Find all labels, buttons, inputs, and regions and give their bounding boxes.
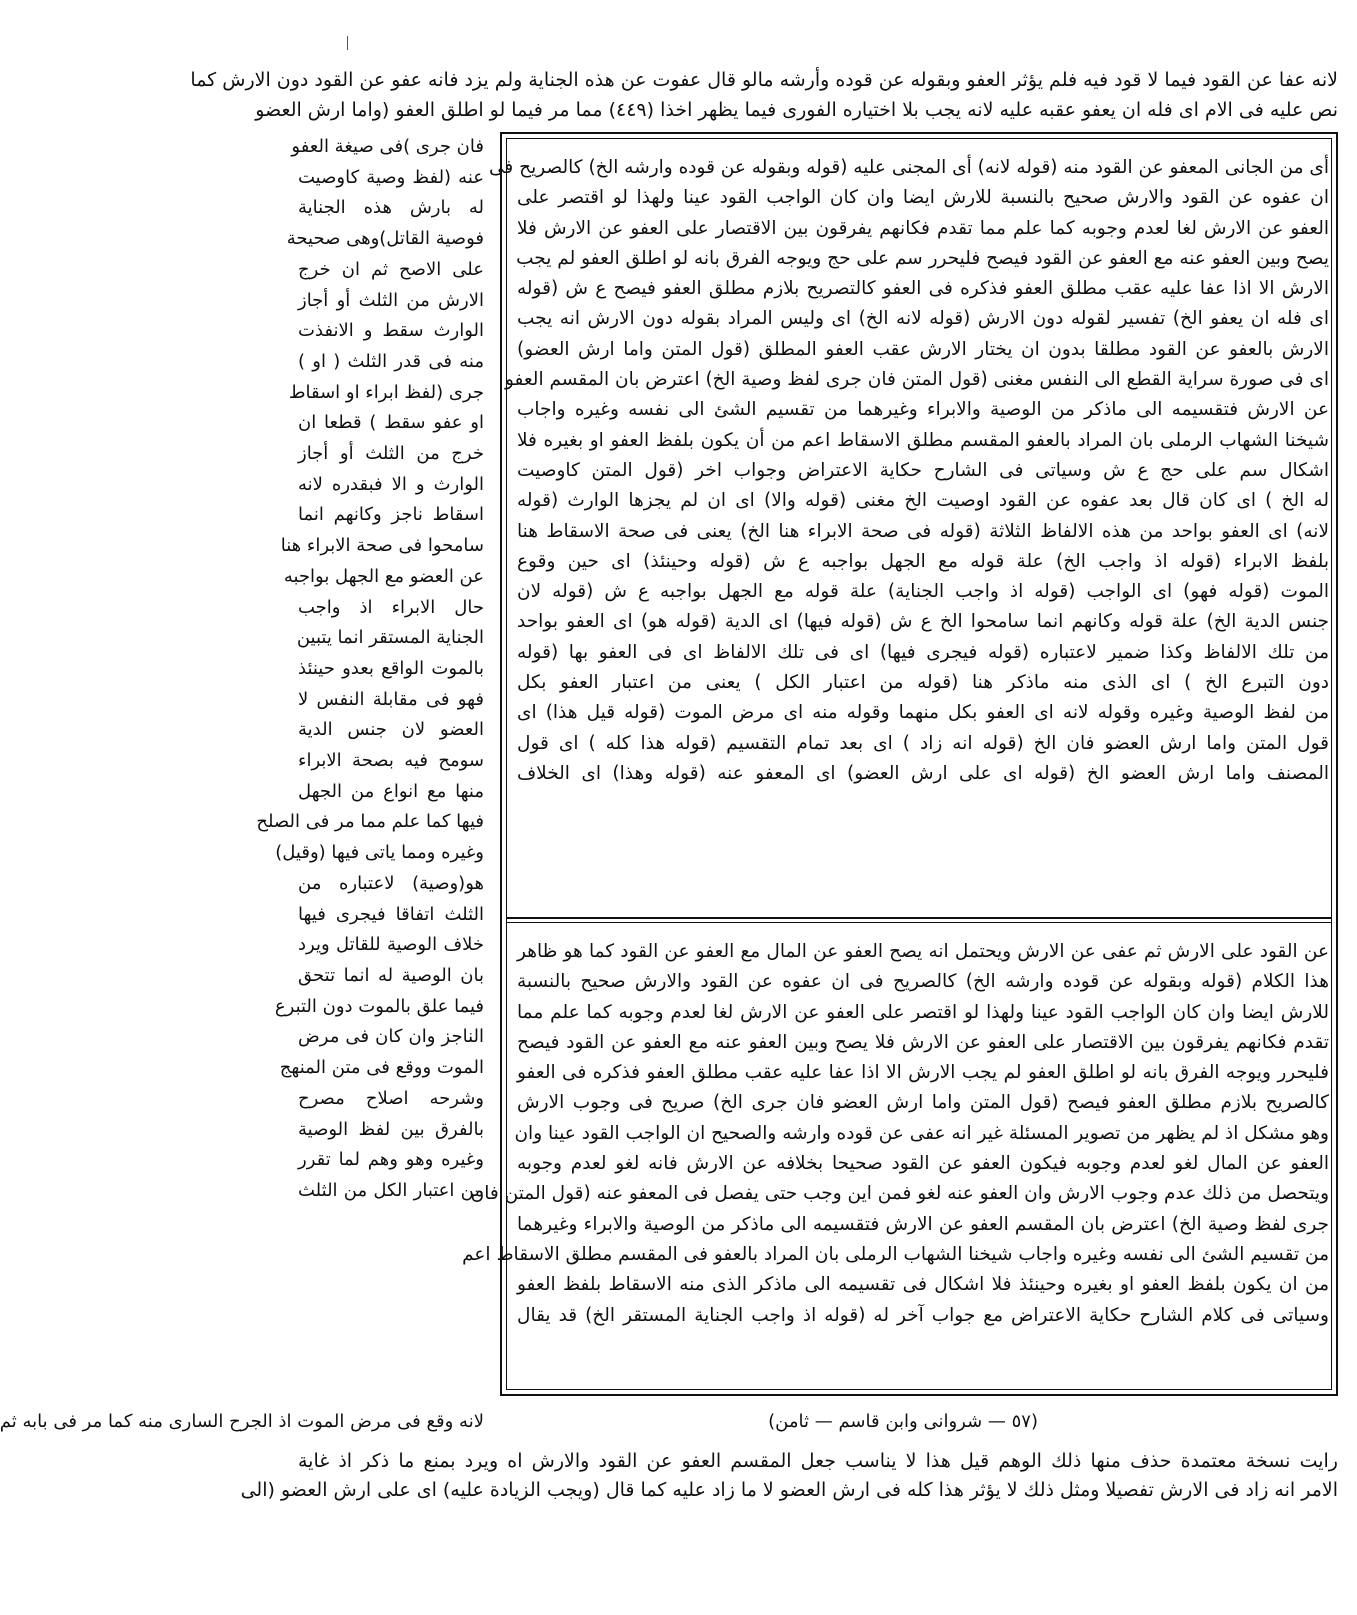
margin-tick (347, 36, 348, 50)
commentary-line: وسياتى فى كلام الشارح حكاية الاعتراض مع جواب آخر له (قوله اذ واجب الجناية المستقر الخ) قد يقال (517, 1304, 1329, 1326)
main-text-column-line: خرج من الثلث أو أجاز (298, 443, 484, 465)
commentary-line: قول المتن واما ارش العضو فان الخ (قوله انه زاد ) اى بعد تمام التقسيم (قوله هذا كله ) اى قول (517, 732, 1329, 754)
commentary-line: اى فى صورة سراية القطع الى النفس مغنى (قول المتن فان جرى لفظ وصية الخ) اعترض بان المقسم العفو (504, 369, 1329, 391)
main-text-bottom-line-1: رايت نسخة معتمدة حذف منها ذلك الوهم قيل هذا لا يناسب جعل المقسم العفو عن القود والارش اه ويرد بمنع ما ذكر اذ غاية (298, 1450, 1338, 1472)
main-text-column (256, 132, 484, 1404)
main-text-column-line: العضو لان جنس الدية (298, 719, 484, 741)
running-head-title: شروانى وابن قاسم — ثامن (775, 1411, 983, 1432)
commentary-line: أى من الجانى المعفو عن القود منه (قوله لانه) أى المجنى عليه (قوله وبقوله عن قوده وارشه الخ) كالصريح فى (489, 157, 1329, 178)
main-text-line-1: لانه عفا عن القود فيما لا قود فيه فلم يؤثر العفو وبقوله عن قوده وأرشه مالو قال عفوت عن هذه الجناية ولم يزد فانه عفو عن القود دون الارش كما (190, 69, 1338, 91)
main-text-column-line: الموت ووقع فى متن المنهج (279, 1057, 484, 1079)
commentary-line: للارش ايضا وان كان الواجب القود عينا ولهذا لو اقتصر على العفو عن الارش لغا لعدم وجوبه كما علم مما (517, 1001, 1329, 1023)
commentary-line: ان عفوه عن القود والارش صحيح بالنسبة للارش ايضا وان كان الواجب القود عينا ولهذا لو اقتصر على (517, 187, 1329, 209)
commentary-line: من لفظ الوصية وغيره وقوله لانه اى العفو بكل منهما وقوله منه اى مرض الموت (قوله قيل هذا) اى (517, 702, 1329, 724)
commentary-line: العفو عن المال لغو لعدم وجوبه فيكون العفو عن القود صحيحا بخلافه عن الارش فانه لغو لعدم وجوبه (517, 1153, 1329, 1175)
commentary-line: المصنف واما ارش العضو الخ (قوله اى على ارش العضو) اى المعفو عنه (قوله وهذا) اى الخلاف (517, 762, 1329, 784)
commentary-line: جرى لفظ وصية الخ) اعترض بان المقسم العفو عن الارش فتقسيمه الى ماذكر من الوصية والابراء وغيرهما (517, 1213, 1329, 1235)
main-text-column-line: الثلث اتفاقا فيجرى فيها (298, 903, 484, 925)
commentary-line: كالصريح بلازم مطلق العفو فيصح (قول المتن واما ارش العضو فان جرى الخ) صريح فى وجوب الارش (517, 1092, 1329, 1114)
commentary-line: الارش بالعفو عن القود مطلقا بدون ان يختار الارش عقب العفو المطلق (قول المتن واما ارش العضو) (517, 338, 1329, 360)
main-text-column-line: حال الابراء اذ واجب (298, 596, 484, 618)
main-text-column-line: هو(وصية) لاعتباره من (298, 872, 484, 894)
commentary-line: تقدم فكانهم يفرقون بين الاقتصار على العفو عن الارش فلا يصح وبين العفو عنه مع العفو عن القود فيصح (517, 1031, 1329, 1053)
main-text-column-line: الوارث و الا فبقدره لانه (298, 473, 484, 495)
main-text-column-line: الجناية المستقر انما يتبين (296, 627, 484, 649)
commentary-line: هذا الكلام (قوله وبقوله عن قوده وارشه الخ) كالصريح فى ان عفوه عن القود والارش صحيح بالنسبة (517, 971, 1329, 993)
page-footer (0, 1411, 1338, 1441)
main-text-column-line: منه فى قدر الثلث ( او ) (298, 350, 484, 372)
main-text-column-line: او عفو سقط ) قطعا ان (298, 412, 484, 434)
commentary-line: له الخ ) اى كان قال بعد عفوه عن القود اوصيت الخ مغنى (قوله والا) اى ان لم يجزها الوارث (قوله (517, 490, 1329, 512)
commentary-line: فليحرر ويوجه الفرق بانه لو اطلق العفو لم يجب الارش الا اذا عفا عليه عقب مطلق العفو فذكره فى العفو (517, 1062, 1329, 1084)
main-text-column-line: اسقاط ناجز وكانهم انما (298, 504, 484, 526)
commentary-lower-section (462, 937, 1329, 1331)
commentary-line: ويتحصل من ذلك عدم وجوب الارش وان العفو عنه لغو فمن اين وجب حتى يفصل فى المعفو عنه (قول المتن فان (470, 1183, 1329, 1205)
commentary-line: اى فله ان يعفو الخ) تفسير لقوله دون الارش (قوله لانه الخ) اى وليس المراد بقوله دون الارش انه يجب (517, 308, 1329, 330)
commentary-upper-section (489, 153, 1329, 789)
main-text-column-line: خلاف الوصية للقاتل ويرد (298, 934, 484, 956)
commentary-line: الارش الا اذا عفا عليه عقب مطلق العفو فذكره فى العفو كالتصريح بلازم مطلق العفو فيصح ع ش (قوله (517, 278, 1329, 300)
main-text-continuation: لانه وقع فى مرض الموت اذ الجرح السارى منه كما مر فى بابه ثم (0, 1411, 484, 1432)
commentary-line: اشكال سم على حج ع ش وسياتى فى الشارح حكاية الاعتراض وجواب اخر (قول المتن كاوصيت (517, 459, 1329, 481)
main-text-column-line: عنه (لفظ وصية كاوصيت (298, 166, 484, 188)
commentary-line: عن الارش فتقسيمه الى ماذكر من الوصية والابراء وغيرهما من تقسيم الشئ الى نفسه وغيره واجاب (517, 399, 1329, 421)
main-text-column-line: فان جرى )فى صيغة العفو (291, 136, 484, 157)
section-divider-thin (507, 922, 1331, 923)
main-text-column-line: فوصية القاتل)وهى صحيحة (286, 228, 484, 250)
main-text-column-line: وغيره ومما ياتى فيها (وقيل) (275, 842, 484, 864)
commentary-box (462, 132, 1338, 1396)
commentary-line: لانه) اى العفو بواحد من هذه الالفاظ الثلاثة (قوله فى صحة الابراء هنا الخ) يعنى فى صحة الاسقاط هنا (517, 520, 1329, 542)
commentary-line: دون التبرع الخ ) اى الذى منه ماذكر هنا (قوله من اعتبار الكل ) يعنى من اعتبار العفو بكل (517, 672, 1329, 694)
main-text-line-2: نص عليه فى الام اى فله ان يعفو عقبه عليه لانه يجب بلا اختياره الفورى فيما يظهر اخذا (٤٤٩) مما مر فيما لو اطلق العفو (واما ارش العضو (255, 99, 1338, 121)
commentary-line: وهو مشكل اذ لم يظهر من تصوير المسئلة غير انه عفى عن قوده وارشه والصحيح ان الواجب القود عينا وان (514, 1122, 1329, 1144)
commentary-line: شيخنا الشهاب الرملى بان المراد بالعفو المقسم مطلق الاسقاط اعم من أن يكون بلفظ العفو او بغيره فلا (517, 429, 1329, 451)
commentary-line: من تقسيم الشئ الى نفسه وغيره واجاب شيخنا الشهاب الرملى بان المراد بالعفو فى المقسم مطلق الاسقاط اعم (462, 1243, 1329, 1265)
main-text-column-line: سامحوا فى صحة الابراء هنا (280, 535, 484, 557)
main-text-column-line: جرى (لفظ ابراء او اسقاط (288, 381, 484, 403)
section-divider (507, 917, 1331, 919)
commentary-box-inner-border (462, 138, 1332, 1390)
main-text-column-line: الناجز وان كان فى مرض (298, 1026, 484, 1048)
page-number: ٥٧ (1011, 1411, 1031, 1432)
main-text-column-line: سومح فيه بصحة الابراء (298, 750, 484, 772)
main-text-column-line: له بارش هذه الجناية (298, 197, 484, 219)
commentary-line: من تلك الالفاظ وكذا ضمير لاعتباره (قوله فيجرى فيها) اى فى تلك الالفاظ اى فى العفو بها (قوله (517, 641, 1329, 663)
main-text-column-line: وشرحه اصلاح مصرح (298, 1087, 484, 1109)
main-text-column-line: بالموت الواقع بعدو حينئذ (298, 657, 484, 679)
commentary-line: من ان يكون بلفظ العفو او بغيره وحينئذ فلا اشكال فى تقسيمه الى ماذكر الذى منه الاسقاط بلفظ العفو (517, 1274, 1329, 1296)
running-head: (٥٧ — شروانى وابن قاسم — ثامن) (768, 1411, 1038, 1432)
main-text-column-line: الوارث سقط و الانفذت (298, 320, 484, 342)
commentary-line: بلفظ الابراء (قوله اذ واجب الخ) علة قوله مع الجهل بواجبه ع ش (قوله وحينئذ) اى حين وقوع (517, 550, 1329, 572)
main-text-column-line: على الاصح ثم ان خرج (298, 258, 484, 280)
main-text-column-line: من اعتبار الكل من الثلث (298, 1179, 484, 1201)
main-text-bottom-line-2: الامر انه زاد فى الارش تفصيلا ومثل ذلك لا يؤثر هذا كله فى ارش العضو لا ما زاد عليه كما قال (ويجب الزيادة عليه) اى على ارش العضو (الى (240, 1479, 1338, 1501)
commentary-line: الموت (قوله فهو) اى الواجب (قوله اذ واجب الجناية) علة قوله مع الجهل بواجبه ع ش (قوله لان (517, 581, 1329, 603)
commentary-line: يصح وبين العفو عنه مع العفو عن القود فيصح فليحرر سم على حج ويوجه الفرق بانه لو اطلق العفو لم يجب (516, 247, 1329, 269)
main-text-column-line: بالفرق بين لفظ الوصية (298, 1118, 484, 1140)
main-text-column-line: وغيره وهو وهم لما تقرر (298, 1149, 484, 1171)
main-text-column-line: فيما علق بالموت دون التبرع (274, 995, 484, 1017)
main-text-column-line: بان الوصية له انما تتحق (298, 964, 484, 986)
main-text-column-line: فهو فى مقابلة النفس لا (298, 688, 484, 710)
commentary-line: جنس الدية الخ) علة قوله وكانهم انما سامحوا الخ ع ش (قوله فيها) اى الدية (قوله هو) اى العفو بواحد (517, 611, 1329, 633)
commentary-line: عن القود على الارش ثم عفى عن الارش ويحتمل انه يصح العفو عن المال مع العفو عن القود كما هو ظاهر (517, 941, 1329, 962)
main-text-column-line: الارش من الثلث أو أجاز (298, 289, 484, 311)
main-text-column-line: عن العضو مع الجهل بواجبه (283, 565, 484, 587)
main-text-column-line: فيها كما علم مما مر فى الصلح (256, 811, 484, 833)
commentary-line: العفو عن الارش لغا لعدم وجوبه كما علم مما تقدم فكانهم يفرقون بين الاقتصار على العفو عن الارش فلا (517, 217, 1329, 239)
main-text-column-line: منها مع انواع من الجهل (298, 780, 484, 802)
